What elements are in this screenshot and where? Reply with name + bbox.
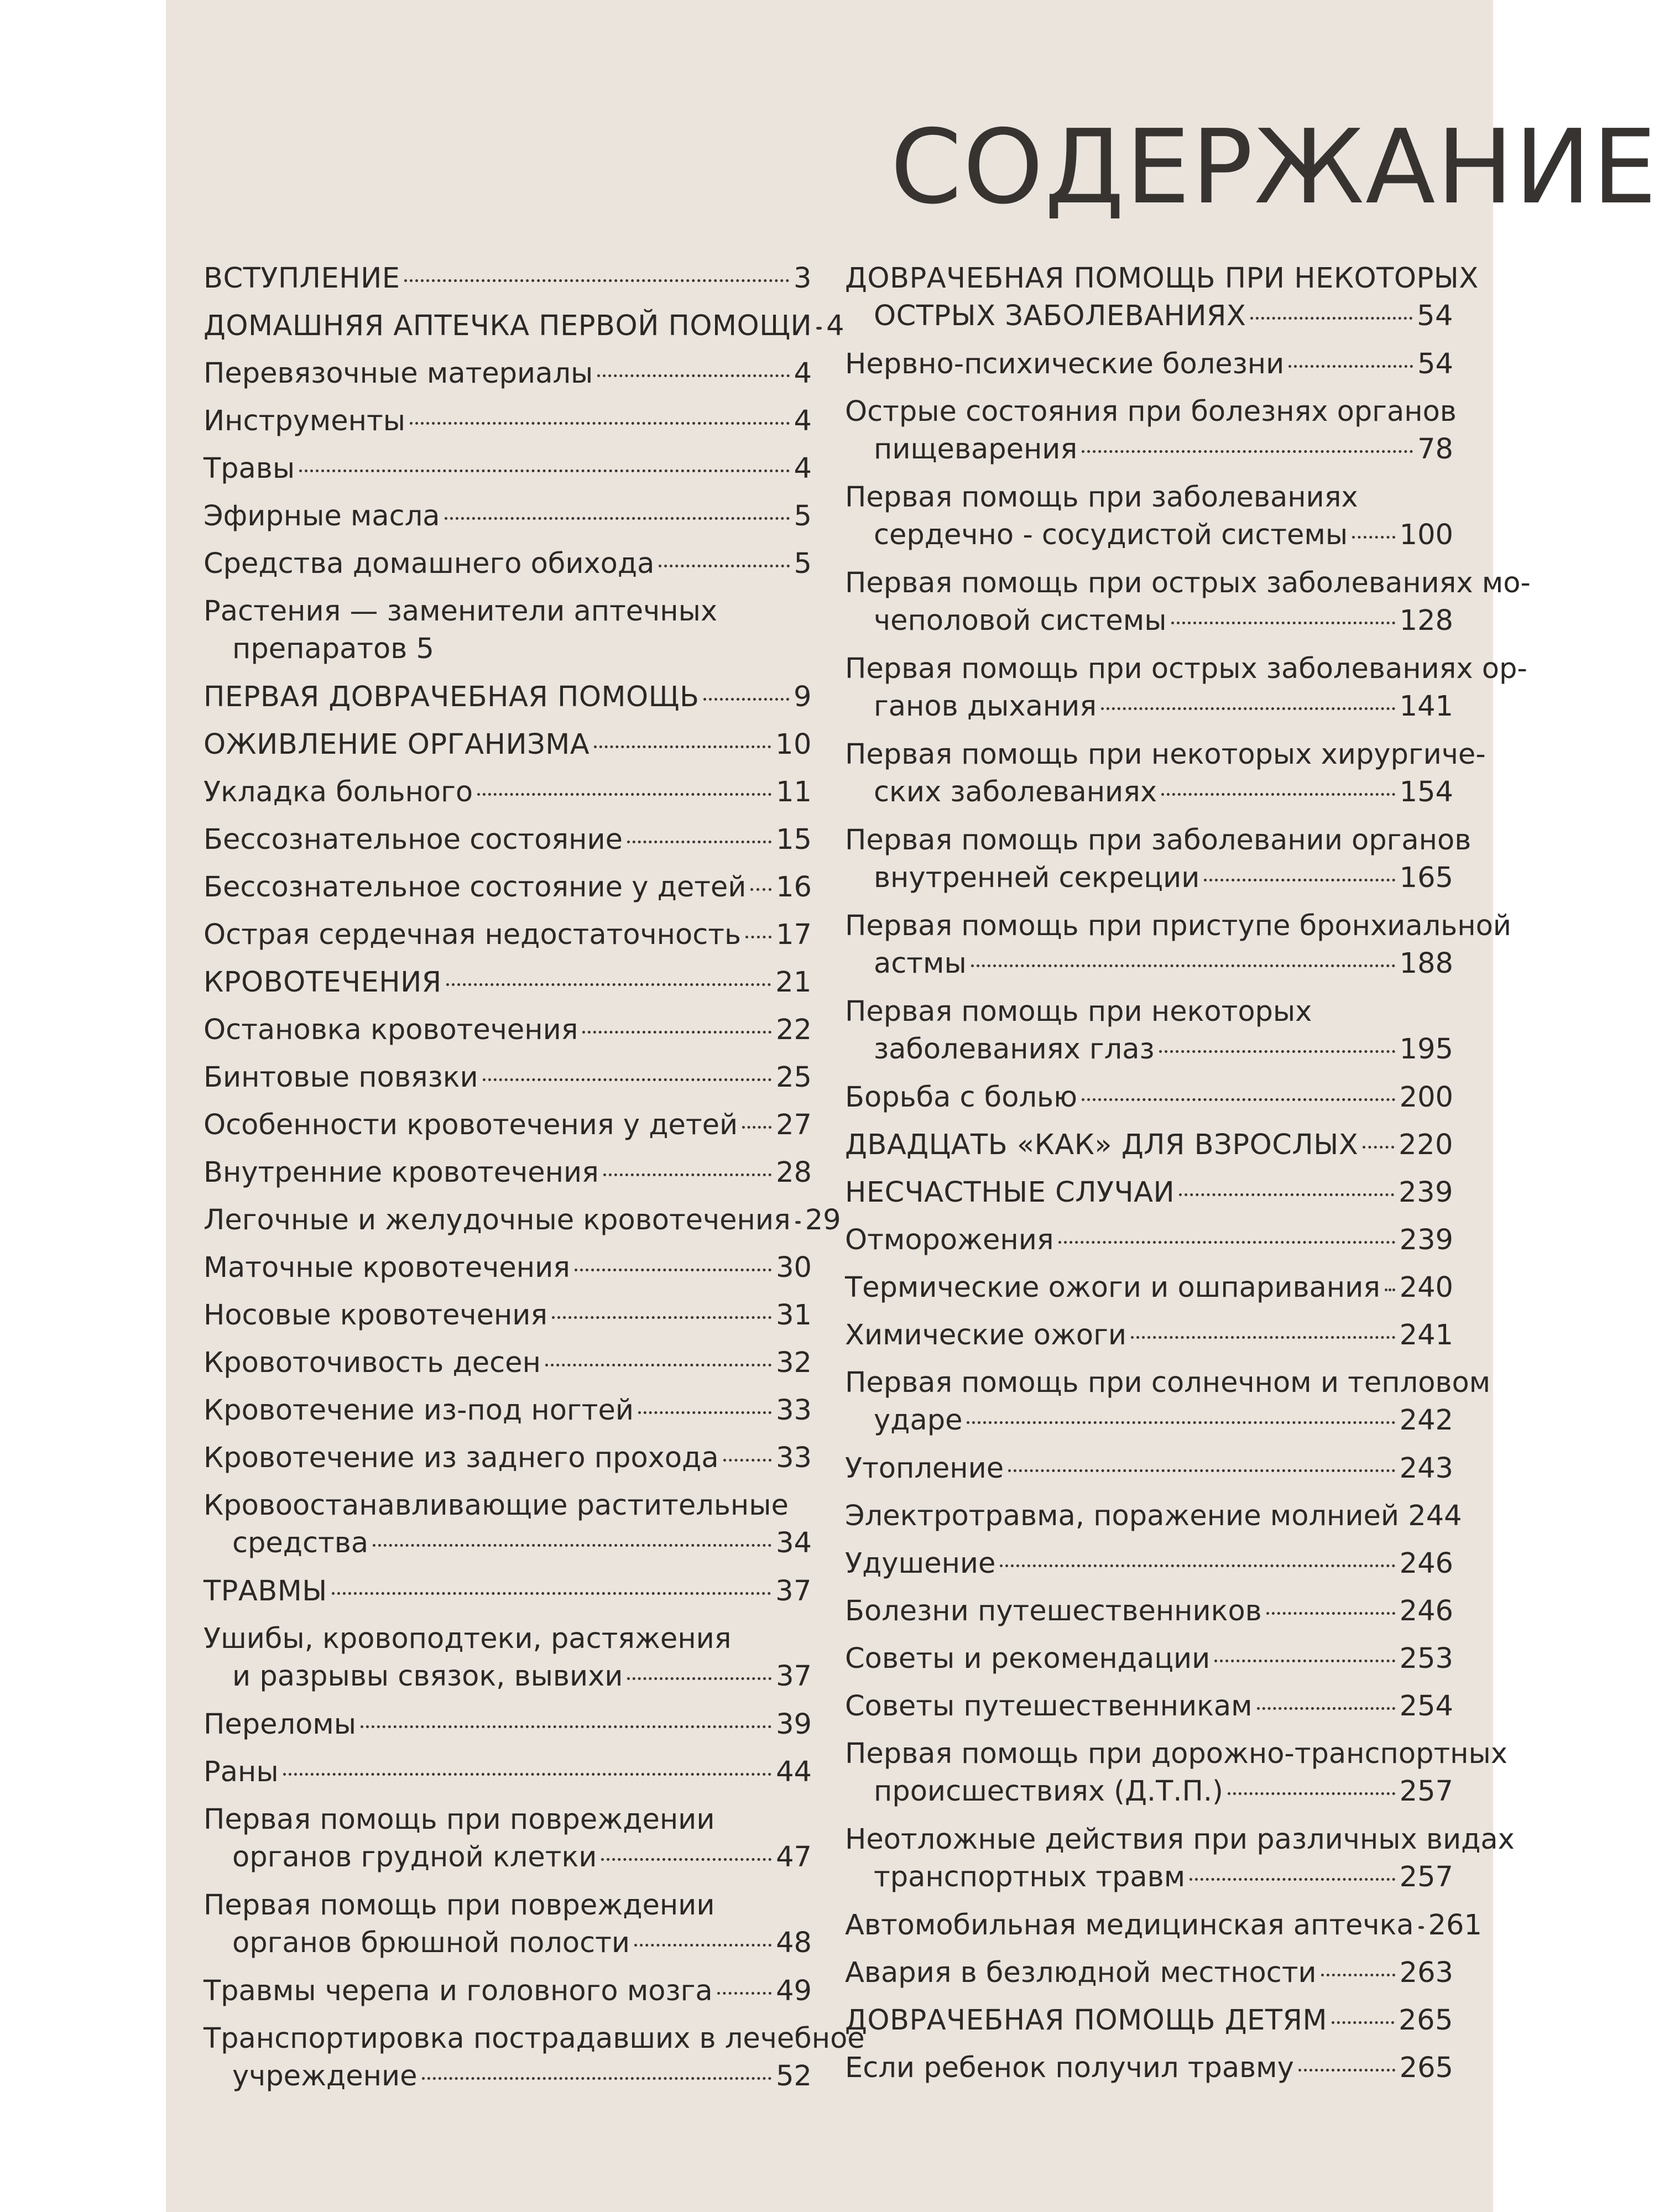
- toc-entry-title-continued: пищеварения: [874, 433, 1078, 466]
- toc-entry-title: НЕСЧАСТНЫЕ СЛУЧАИ: [845, 1176, 1175, 1209]
- dot-leader: [1288, 365, 1413, 368]
- dot-leader: [575, 1269, 771, 1271]
- toc-entry: [204, 1107, 812, 1154]
- dot-leader: [1228, 1792, 1395, 1795]
- toc-entry: [845, 346, 1453, 393]
- page-number: 5: [794, 500, 812, 533]
- toc-entry-title-continued: происшествиях (Д.Т.П.): [874, 1775, 1223, 1808]
- toc-entry: [845, 1593, 1453, 1640]
- dot-leader: [1385, 1288, 1395, 1291]
- toc-entry: [204, 2020, 865, 2106]
- dot-leader: [445, 517, 790, 520]
- dot-leader: [361, 1725, 771, 1728]
- toc-entry: [204, 593, 812, 679]
- toc-entry: [204, 1202, 841, 1249]
- toc-entry: [845, 1364, 1491, 1450]
- dot-leader: [1082, 1098, 1395, 1101]
- toc-entry-title: Легочные и желудочные кровотечения: [204, 1204, 791, 1237]
- toc-entry-title: Первая помощь при некоторых: [845, 995, 1312, 1028]
- dot-leader: [971, 964, 1395, 967]
- toc-entry-title: Маточные кровотечения: [204, 1251, 570, 1284]
- toc-entry: [845, 393, 1457, 479]
- toc-entry: [204, 1297, 812, 1344]
- toc-entry: [204, 1754, 812, 1801]
- page-number: 17: [776, 919, 812, 951]
- toc-entry-title: Удушение: [845, 1547, 996, 1580]
- toc-entry-title: Растения — заменители аптечных: [204, 595, 718, 628]
- toc-entry: [204, 774, 812, 821]
- toc-entry-title: Первая помощь при некоторых хирургиче-: [845, 738, 1486, 771]
- toc-section: [204, 307, 845, 355]
- toc-entry: [845, 1954, 1453, 2002]
- dot-leader: [967, 1421, 1395, 1424]
- toc-entry-title: Первая помощь при дорожно-транспортных: [845, 1738, 1507, 1770]
- dot-leader: [638, 1411, 771, 1414]
- toc-entry: [204, 1801, 812, 1887]
- toc-section: [204, 726, 812, 774]
- dot-leader: [717, 1992, 771, 1995]
- dot-leader: [601, 1858, 771, 1861]
- toc-entry-title-continued: органов брюшной полости: [232, 1927, 630, 1959]
- toc-entry: [845, 1735, 1507, 1821]
- toc-section: [845, 2002, 1453, 2049]
- page-number: 25: [776, 1061, 812, 1094]
- dot-leader: [816, 327, 822, 330]
- dot-leader: [597, 374, 789, 377]
- page-number: 37: [775, 1575, 812, 1608]
- toc-entry-title-continued: транспортных травм: [874, 1861, 1186, 1893]
- page-number: 3: [794, 262, 812, 295]
- toc-entry: [204, 1059, 812, 1107]
- toc-entry-title: ОЖИВЛЕНИЕ ОРГАНИЗМА: [204, 728, 590, 761]
- toc-entry-title: ДОМАШНЯЯ АПТЕЧКА ПЕРВОЙ ПОМОЩИ: [204, 310, 812, 342]
- dot-leader: [1298, 2069, 1395, 2072]
- book-page: [166, 0, 1658, 2212]
- dot-leader: [545, 1364, 771, 1366]
- toc-entry-title: Утопление: [845, 1452, 1004, 1485]
- page-number: 28: [776, 1156, 812, 1189]
- toc-entry-title: ВСТУПЛЕНИЕ: [204, 262, 400, 295]
- toc-entry: [845, 1450, 1453, 1498]
- page-number: 195: [1399, 1033, 1453, 1066]
- dot-leader: [603, 1173, 771, 1176]
- toc-column-left: [204, 260, 865, 2106]
- toc-entry-title: Перевязочные материалы: [204, 357, 593, 390]
- toc-entry-title: Травмы черепа и головного мозга: [204, 1975, 713, 2007]
- page-number: 246: [1399, 1547, 1453, 1580]
- page-number: 242: [1399, 1404, 1453, 1437]
- dot-leader: [283, 1773, 771, 1776]
- page-number: 44: [776, 1756, 812, 1788]
- toc-entry-title: Транспортировка пострадавших в лечебное: [204, 2022, 865, 2055]
- dot-leader: [1101, 707, 1395, 710]
- toc-entry-title: Первая помощь при солнечном и тепловом: [845, 1366, 1491, 1399]
- toc-entry: [845, 1079, 1453, 1126]
- toc-entry: [204, 869, 812, 916]
- toc-entry: [204, 1439, 812, 1487]
- page-number: 165: [1399, 862, 1453, 894]
- page-number: 29: [805, 1204, 841, 1237]
- dot-leader: [1363, 1146, 1394, 1149]
- dot-leader: [332, 1592, 771, 1595]
- dot-leader: [795, 1221, 801, 1224]
- toc-entry: [204, 1973, 812, 2020]
- dot-leader: [627, 841, 771, 843]
- toc-entry: [845, 1317, 1453, 1364]
- toc-entry-title-continued: ударе: [874, 1404, 963, 1437]
- toc-entry-title: Укладка больного: [204, 776, 473, 808]
- toc-entry-title: Кровотечение из заднего прохода: [204, 1442, 719, 1474]
- dot-leader: [594, 745, 771, 748]
- page-number: 5: [794, 547, 812, 580]
- page-number: 4: [826, 310, 845, 342]
- toc-entry: [204, 1392, 812, 1439]
- page-number: 31: [776, 1299, 812, 1332]
- toc-entry-title-continued: внутренней секреции: [874, 862, 1200, 894]
- toc-entry: [845, 479, 1453, 565]
- toc-entry: [845, 1821, 1515, 1907]
- toc-entry-title: Ушибы, кровоподтеки, растяжения: [204, 1623, 732, 1655]
- toc-entry: [845, 1907, 1482, 1954]
- toc-entry: [204, 355, 812, 403]
- toc-entry-title: Отморожения: [845, 1224, 1054, 1256]
- toc-entry-title: Бессознательное состояние у детей: [204, 871, 747, 904]
- toc-entry-title: ТРАВМЫ: [204, 1575, 327, 1608]
- page-number: 48: [776, 1927, 812, 1959]
- dot-leader: [446, 983, 771, 986]
- toc-entry-title: Бессознательное состояние: [204, 823, 623, 856]
- toc-entry-title: Болезни путешественников: [845, 1595, 1262, 1627]
- toc-entry: [204, 916, 812, 964]
- toc-entry-title: Особенности кровотечения у детей: [204, 1109, 738, 1141]
- toc-entry-title: Неотложные действия при различных видах: [845, 1823, 1515, 1856]
- toc-entry-title-continued: ских заболеваниях: [874, 776, 1157, 808]
- dot-leader: [1082, 450, 1413, 453]
- dot-leader: [627, 1677, 771, 1680]
- page-number: 4: [794, 357, 812, 390]
- dot-leader: [750, 888, 771, 891]
- page-number: 37: [776, 1660, 812, 1693]
- page-number: 21: [775, 966, 812, 999]
- toc-entry-title-continued: заболеваниях глаз: [874, 1033, 1155, 1066]
- page-number: 49: [776, 1975, 812, 2007]
- page-number: 30: [776, 1251, 812, 1284]
- dot-leader: [582, 1031, 771, 1034]
- page-number: 15: [776, 823, 812, 856]
- toc-entry-title: Бинтовые повязки: [204, 1061, 478, 1094]
- page-number: 239: [1399, 1176, 1453, 1209]
- toc-entry-title: Внутренние кровотечения: [204, 1156, 599, 1189]
- page-number: 254: [1399, 1690, 1453, 1723]
- toc-entry: [845, 993, 1453, 1079]
- toc-section: [845, 260, 1479, 346]
- toc-entry-title-continued: учреждение: [232, 2060, 418, 2093]
- toc-entry-title-continued: органов грудной клетки: [232, 1841, 597, 1874]
- toc-entry: [845, 1222, 1453, 1269]
- page-number: 32: [776, 1347, 812, 1379]
- toc-entry-title: Авария в безлюдной местности: [845, 1957, 1317, 1989]
- page-number: 34: [776, 1527, 812, 1559]
- page-number: 257: [1399, 1861, 1453, 1893]
- dot-leader: [373, 1544, 771, 1547]
- toc-entry: [204, 1887, 812, 1973]
- dot-leader: [1250, 317, 1412, 320]
- dot-leader: [1159, 1050, 1395, 1053]
- page-number: 78: [1417, 433, 1453, 466]
- toc-entry: [845, 1498, 1462, 1545]
- toc-entry-title: ДОВРАЧЕБНАЯ ПОМОЩЬ ДЕТЯМ: [845, 2004, 1327, 2037]
- page-number: 265: [1399, 2052, 1453, 2084]
- dot-leader: [1058, 1241, 1395, 1244]
- page-number: 9: [794, 681, 812, 713]
- dot-leader: [1418, 1926, 1424, 1929]
- toc-entry-title-continued: ОСТРЫХ ЗАБОЛЕВАНИЯХ: [874, 300, 1246, 332]
- toc-section: [845, 1126, 1453, 1174]
- toc-entry-title: Острая сердечная недостаточность: [204, 919, 742, 951]
- toc-entry-title: Остановка кровотечения: [204, 1014, 578, 1046]
- page-number: 11: [776, 776, 812, 808]
- page-number: 246: [1399, 1595, 1453, 1627]
- dot-leader: [552, 1316, 771, 1319]
- toc-entry-title: Нервно-психические болезни: [845, 348, 1285, 380]
- toc-entry-title: Первая помощь при острых заболеваниях мо-: [845, 567, 1531, 599]
- page-number: 39: [776, 1708, 812, 1741]
- dot-leader: [1204, 879, 1395, 881]
- page-number: 4: [794, 452, 812, 485]
- toc-entry-title: Переломы: [204, 1708, 357, 1741]
- dot-leader: [723, 1459, 772, 1462]
- toc-entry: [845, 650, 1527, 736]
- toc-section: [204, 964, 812, 1011]
- dot-leader: [422, 2077, 772, 2080]
- page-number: 22: [776, 1014, 812, 1046]
- toc-entry-title-continued: препаратов 5: [232, 633, 434, 665]
- dot-leader: [1008, 1469, 1395, 1472]
- toc-entry: [204, 545, 812, 593]
- page-number: 10: [775, 728, 812, 761]
- toc-entry-title: Инструменты: [204, 405, 405, 437]
- dot-leader: [1000, 1564, 1395, 1567]
- toc-entry-title: Средства домашнего обихода: [204, 547, 655, 580]
- dot-leader: [483, 1078, 771, 1081]
- toc-entry: [204, 1344, 812, 1392]
- page-number: 241: [1399, 1319, 1453, 1352]
- dot-leader: [1214, 1660, 1395, 1662]
- page-number: 154: [1399, 776, 1453, 808]
- toc-entry-title: Кровотечение из-под ногтей: [204, 1394, 634, 1427]
- toc-entry: [204, 821, 812, 869]
- toc-entry: [204, 1620, 812, 1706]
- toc-entry: [204, 1154, 812, 1202]
- toc-entry: [845, 907, 1511, 993]
- toc-entry: [845, 822, 1472, 907]
- page-number: 240: [1399, 1271, 1453, 1304]
- dot-leader: [404, 279, 789, 282]
- dot-leader: [1190, 1878, 1395, 1881]
- page-number: 200: [1399, 1081, 1453, 1114]
- toc-entry-title: Первая помощь при острых заболеваниях ор-: [845, 653, 1527, 685]
- page-number: 257: [1399, 1775, 1453, 1808]
- toc-entry-title: Советы и рекомендации: [845, 1642, 1211, 1675]
- dot-leader: [1321, 1974, 1395, 1976]
- dot-leader: [745, 936, 771, 938]
- page-number: 261: [1428, 1909, 1482, 1942]
- dot-leader: [299, 469, 789, 472]
- toc-entry-title-continued: ганов дыхания: [874, 690, 1097, 723]
- toc-entry-title-continued: астмы: [874, 947, 967, 980]
- toc-entry: [845, 1688, 1453, 1735]
- page-number: 239: [1399, 1224, 1453, 1256]
- toc-entry-title: Первая помощь при повреждении: [204, 1889, 715, 1922]
- toc-entry-title: Первая помощь при заболеваниях: [845, 481, 1358, 514]
- toc-entry: [204, 450, 812, 498]
- dot-leader: [410, 422, 790, 425]
- toc-entry-title: Раны: [204, 1756, 279, 1788]
- toc-entry: [204, 1487, 812, 1573]
- dot-leader: [1266, 1612, 1395, 1615]
- page-number: 263: [1399, 1957, 1453, 1989]
- toc-entry: [845, 1640, 1453, 1688]
- toc-entry: [845, 1269, 1453, 1317]
- toc-entry-title: Острые состояния при болезнях органов: [845, 395, 1457, 428]
- toc-entry: [204, 403, 812, 450]
- toc-entry-title: Термические ожоги и ошпаривания: [845, 1271, 1380, 1304]
- page-number: 33: [776, 1442, 812, 1474]
- page-number: 54: [1417, 300, 1453, 332]
- page-number: 47: [776, 1841, 812, 1874]
- page-number: 128: [1399, 604, 1453, 637]
- toc-entry-title-continued: и разрывы связок, вывихи: [232, 1660, 623, 1693]
- toc-entry-title: Эфирные масла: [204, 500, 440, 533]
- toc-entry-title: Травы: [204, 452, 295, 485]
- toc-entry-title: Автомобильная медицинская аптечка: [845, 1909, 1414, 1942]
- dot-leader: [1257, 1707, 1395, 1710]
- toc-entry-title: Первая помощь при приступе бронхиальной: [845, 910, 1511, 942]
- toc-entry: [204, 1249, 812, 1297]
- dot-leader: [477, 793, 771, 796]
- toc-entry-title: Если ребенок получил травму: [845, 2052, 1294, 2084]
- page-number: 220: [1399, 1129, 1453, 1161]
- dot-leader: [1131, 1336, 1395, 1339]
- toc-entry-title: Первая помощь при повреждении: [204, 1803, 715, 1836]
- dot-leader: [1161, 793, 1395, 796]
- toc-entry-title: Носовые кровотечения: [204, 1299, 548, 1332]
- dot-leader: [703, 698, 789, 701]
- toc-entry: [204, 1706, 812, 1754]
- page-number: 265: [1399, 2004, 1453, 2037]
- toc-entry: [845, 2049, 1453, 2097]
- page-number: 54: [1417, 348, 1453, 380]
- toc-section: [204, 679, 812, 726]
- toc-entry: [845, 565, 1531, 650]
- toc-entry: [845, 736, 1486, 822]
- toc-entry-title-continued: средства: [232, 1527, 369, 1559]
- dot-leader: [1171, 622, 1395, 624]
- dot-leader: [659, 565, 789, 567]
- page-number: 16: [776, 871, 812, 904]
- page-number: 253: [1399, 1642, 1453, 1675]
- page-number: 141: [1399, 690, 1453, 723]
- page-title: СОДЕРЖАНИЕ: [890, 107, 1658, 227]
- toc-section: [204, 1573, 812, 1620]
- dot-leader: [1179, 1193, 1394, 1196]
- toc-entry: [845, 1545, 1453, 1593]
- toc-entry-title: Кровоостанавливающие растительные: [204, 1489, 789, 1522]
- toc-entry-title: ДВАДЦАТЬ «КАК» ДЛЯ ВЗРОСЛЫХ: [845, 1129, 1359, 1161]
- toc-entry-title-continued: сердечно - сосудистой системы: [874, 519, 1348, 551]
- toc-entry-title: ПЕРВАЯ ДОВРАЧЕБНАЯ ПОМОЩЬ: [204, 681, 700, 713]
- page-number: 27: [776, 1109, 812, 1141]
- toc-entry-title: Борьба с болью: [845, 1081, 1078, 1114]
- toc-entry-title: ДОВРАЧЕБНАЯ ПОМОЩЬ ПРИ НЕКОТОРЫХ: [845, 262, 1479, 295]
- page-number: 52: [776, 2060, 812, 2093]
- toc-entry-title: Химические ожоги: [845, 1319, 1127, 1352]
- toc-entry-title: Первая помощь при заболевании органов: [845, 824, 1472, 857]
- toc-entry-title: Кровоточивость десен: [204, 1347, 541, 1379]
- page-number: 188: [1399, 947, 1453, 980]
- page-number: 33: [776, 1394, 812, 1427]
- toc-section: [845, 1174, 1453, 1222]
- dot-leader: [1332, 2021, 1394, 2024]
- dot-leader: [742, 1126, 771, 1129]
- dot-leader: [1352, 536, 1395, 539]
- toc-entry-title: Электротравма, поражение молнией 244: [845, 1500, 1462, 1532]
- toc-entry: [204, 498, 812, 545]
- toc-section: [204, 260, 812, 307]
- page-number: 4: [794, 405, 812, 437]
- toc-entry: [204, 1011, 812, 1059]
- toc-column-right: [845, 260, 1531, 2097]
- toc-entry-title-continued: чеполовой системы: [874, 604, 1167, 637]
- page-number: 100: [1399, 519, 1453, 551]
- toc-entry-title: Советы путешественникам: [845, 1690, 1253, 1723]
- page-number: 243: [1399, 1452, 1453, 1485]
- toc-entry-title: КРОВОТЕЧЕНИЯ: [204, 966, 442, 999]
- dot-leader: [634, 1944, 771, 1947]
